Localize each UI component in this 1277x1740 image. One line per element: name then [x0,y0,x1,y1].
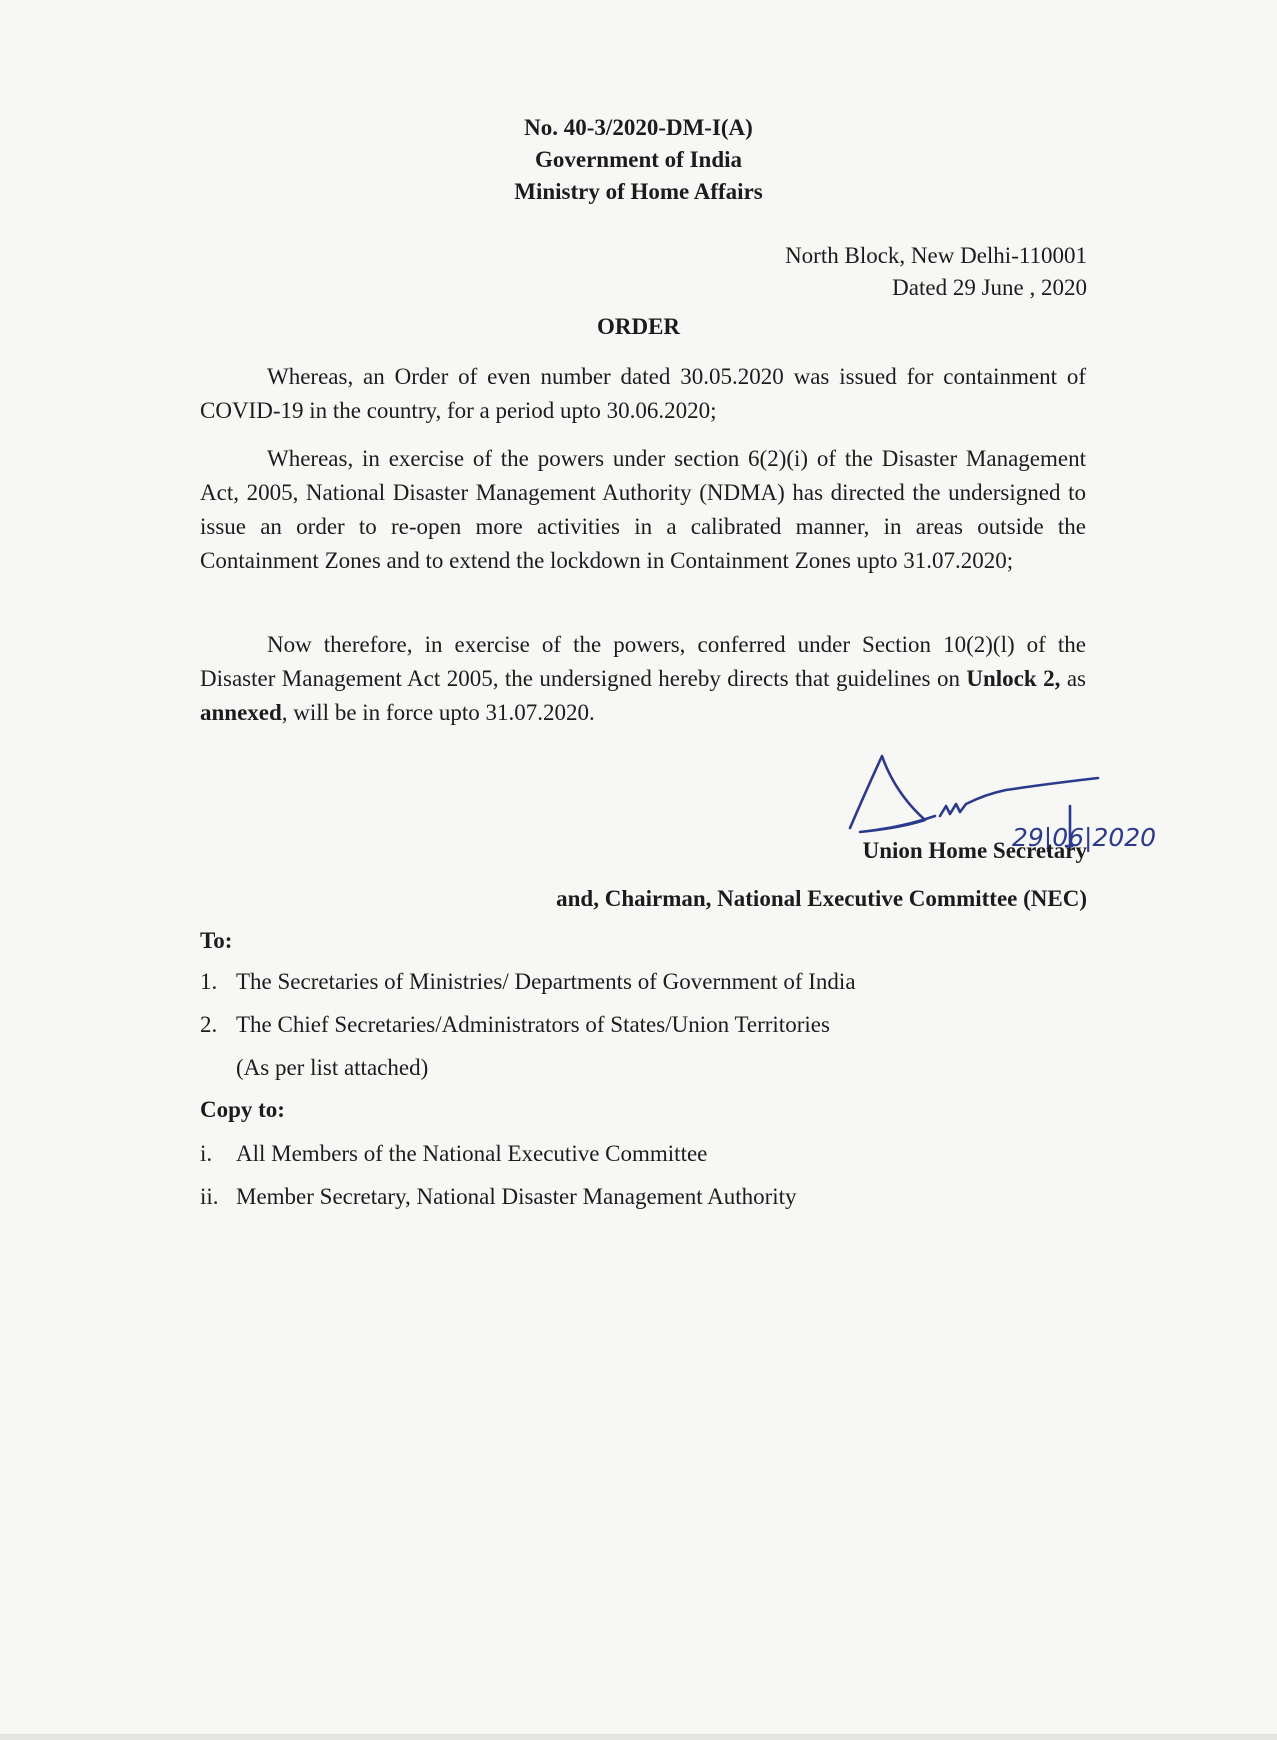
copy-to-label: Copy to: [200,1097,285,1122]
paragraph-1: Whereas, an Order of even number dated 30.05.2020 was issued for containment of COVID-19 in the country, for a period upto 30.06.2020; [200,364,1086,423]
list-item-number: i. [200,1141,213,1166]
list-item [200,1139,797,1182]
paragraph-3-text-middle: as [1060,666,1086,691]
list-item-text: Member Secretary, National Disaster Management Authority [236,1184,797,1209]
list-item-text: The Secretaries of Ministries/ Departments of Government of India [236,969,856,994]
list-item-text: All Members of the National Executive Committee [236,1141,708,1166]
list-item-number [200,1053,236,1096]
government-name: Government of India [535,147,742,172]
order-title: ORDER [596,314,681,339]
ministry-name: Ministry of Home Affairs [514,179,763,204]
address-block [785,240,1087,304]
paragraph-2: Whereas, in exercise of the powers under section 6(2)(i) of the Disaster Management Act, 2005, National Disaster Management Authority (NDMA) has directed the undersigned to issue an order to re-open more activities in a calibrated manner, in areas outside the Containment Zones and to extend the lockdown in Containment Zones upto 31.07.2020; [200,446,1086,573]
list-item [200,1182,797,1225]
paragraph-3-bold-annexed: annexed [200,700,282,725]
list-item-number: 2. [200,1012,218,1037]
list-item [200,1010,856,1053]
office-location: North Block, New Delhi-110001 [785,243,1087,268]
signatory-designation: and, Chairman, National Executive Committee (NEC) [556,886,1087,911]
document-header [0,112,1277,208]
recipient-list [200,967,856,1096]
order-date: Dated 29 June , 2020 [892,275,1087,300]
list-item-number: 1. [200,969,218,994]
page-bottom-edge [0,1734,1277,1740]
copy-to-list [200,1139,797,1225]
list-item [200,1053,856,1096]
list-item [200,967,856,1010]
paragraph-3-bold-unlock: Unlock 2, [966,666,1061,691]
list-item-text: The Chief Secretaries/Administrators of States/Union Territories [236,1012,830,1037]
order-number: No. 40-3/2020-DM-I(A) [524,115,753,140]
paragraph-3-text-after: , will be in force upto 31.07.2020. [281,700,595,725]
list-item-text: (As per list attached) [236,1055,429,1080]
signature-date: 29|06|2020 [1012,823,1157,852]
signatory-title: Union Home Secretary [862,838,1087,863]
paragraph-3-text-before: Now therefore, in exercise of the powers, conferred under Section 10(2)(l) of the Disaster Management Act 2005, the undersigned hereby directs that guidelines on [200,632,1086,691]
to-label: To: [200,928,233,953]
list-item-number: ii. [200,1184,219,1209]
paragraph-3 [200,628,1086,730]
